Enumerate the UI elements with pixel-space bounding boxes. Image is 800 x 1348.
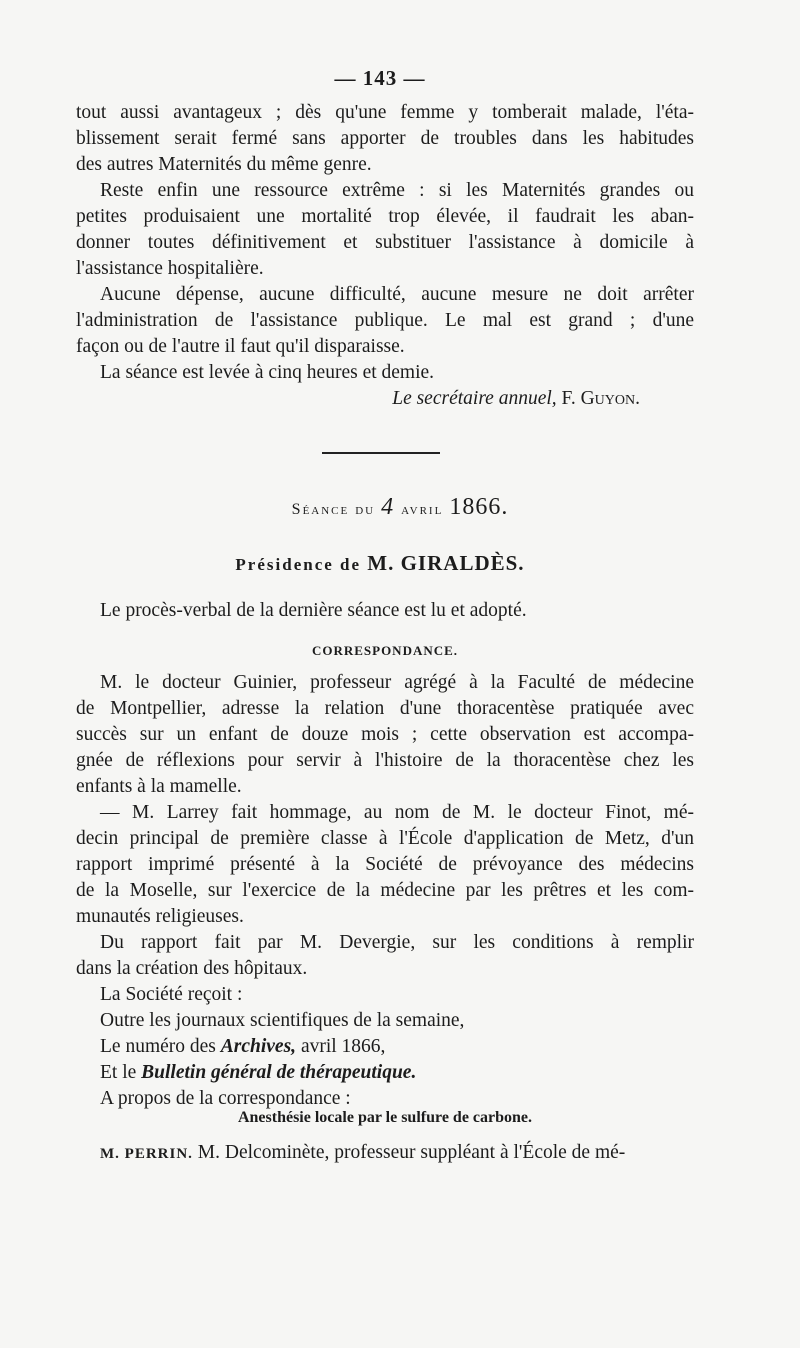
page-number: — 143 — [334,66,426,90]
archives-title: Archives, [220,1036,297,1057]
text-line: tout aussi avantageux ; dès qu'une femme y tomberait malade, l'éta- [76,102,694,123]
text-line: enfants à la mamelle. [76,776,242,797]
anesthesie-heading: Anesthésie locale par le sulfure de carbone. [237,1109,533,1126]
correspondance-heading: CORRESPONDANCE. [311,643,459,658]
seance-heading [0,492,800,525]
signature-role: Le secrétaire annuel, [392,388,557,409]
proces-verbal: Le procès-verbal de la dernière séance est lu et adopté. [100,600,527,621]
text-line: M. le docteur Guinier, professeur agrégé à la Faculté de médecine [100,672,694,693]
text-line: decin principal de première classe à l'École d'application de Metz, d'un [76,828,694,849]
signature [0,386,640,412]
text-line: La séance est levée à cinq heures et demie. [100,362,435,383]
larrey-lead: — M. Larrey [100,802,219,823]
text-line: donner toutes définitivement et substituer l'assistance à domicile à [76,232,694,253]
text-line: petites produisaient une mortalité trop élevée, il faudrait les aban- [76,206,694,227]
seance-day: 4 [381,494,396,520]
signature-initial: F. [561,388,576,409]
presidence-heading [0,550,760,578]
text-line: de la Moselle, sur l'exercice de la médecine par les prêtres et les com- [76,880,694,901]
larrey-line [100,800,694,826]
seance-year: 1866. [449,494,509,520]
bulletin-pre: Et le [100,1062,142,1083]
text-line: des autres Maternités du même genre. [76,154,372,175]
archives-pre: Le numéro des [100,1036,221,1057]
archives-line [100,1034,694,1060]
larrey-text: fait hommage, au nom de M. le docteur Finot, mé- [218,802,694,823]
text-line: l'assistance hospitalière. [76,258,264,279]
text-line: Outre les journaux scientifiques de la semaine, [100,1010,465,1031]
text-line: La Société reçoit : [100,984,243,1005]
signature-name: Guyon. [580,388,640,409]
text-line: Aucune dépense, aucune difficulté, aucune mesure ne doit arrêter [100,284,694,305]
text-line: rapport imprimé présenté à la Société de prévoyance des médecins [76,854,694,875]
perrin-name: M. PERRIN. [100,1146,193,1162]
text-line: l'administration de l'assistance publique. Le mal est grand ; d'une [76,310,694,331]
text-line: Du rapport fait par M. Devergie, sur les conditions à remplir [100,932,694,953]
text-line: A propos de la correspondance : [100,1088,351,1109]
presidence-label: Présidence de [235,555,362,574]
seance-month: avril [401,501,444,518]
text-line: blissement serait fermé sans apporter de troubles dans les habitudes [76,128,694,149]
text-line: gnée de réflexions pour servir à l'histoire de la thoracentèse chez les [76,750,694,771]
seance-word: Séance du [291,501,376,518]
archives-post: avril 1866, [296,1036,386,1057]
text-line: de Montpellier, adresse la relation d'une thoracentèse pratiquée avec [76,698,694,719]
bulletin-title: Bulletin général de thérapeutique. [141,1062,417,1083]
presidence-name: M. GIRALDÈS. [367,551,525,575]
text-line: munautés religieuses. [76,906,244,927]
perrin-text: M. Delcominète, professeur suppléant à l'École de mé- [192,1142,626,1163]
text-line: dans la création des hôpitaux. [76,958,308,979]
section-divider [322,452,440,454]
text-line: succès sur un enfant de douze mois ; cette observation est accompa- [76,724,694,745]
perrin-line [100,1140,694,1167]
text-line: façon ou de l'autre il faut qu'il disparaisse. [76,336,405,357]
text-line: Reste enfin une ressource extrême : si les Maternités grandes ou [100,180,694,201]
bulletin-line [100,1060,694,1086]
